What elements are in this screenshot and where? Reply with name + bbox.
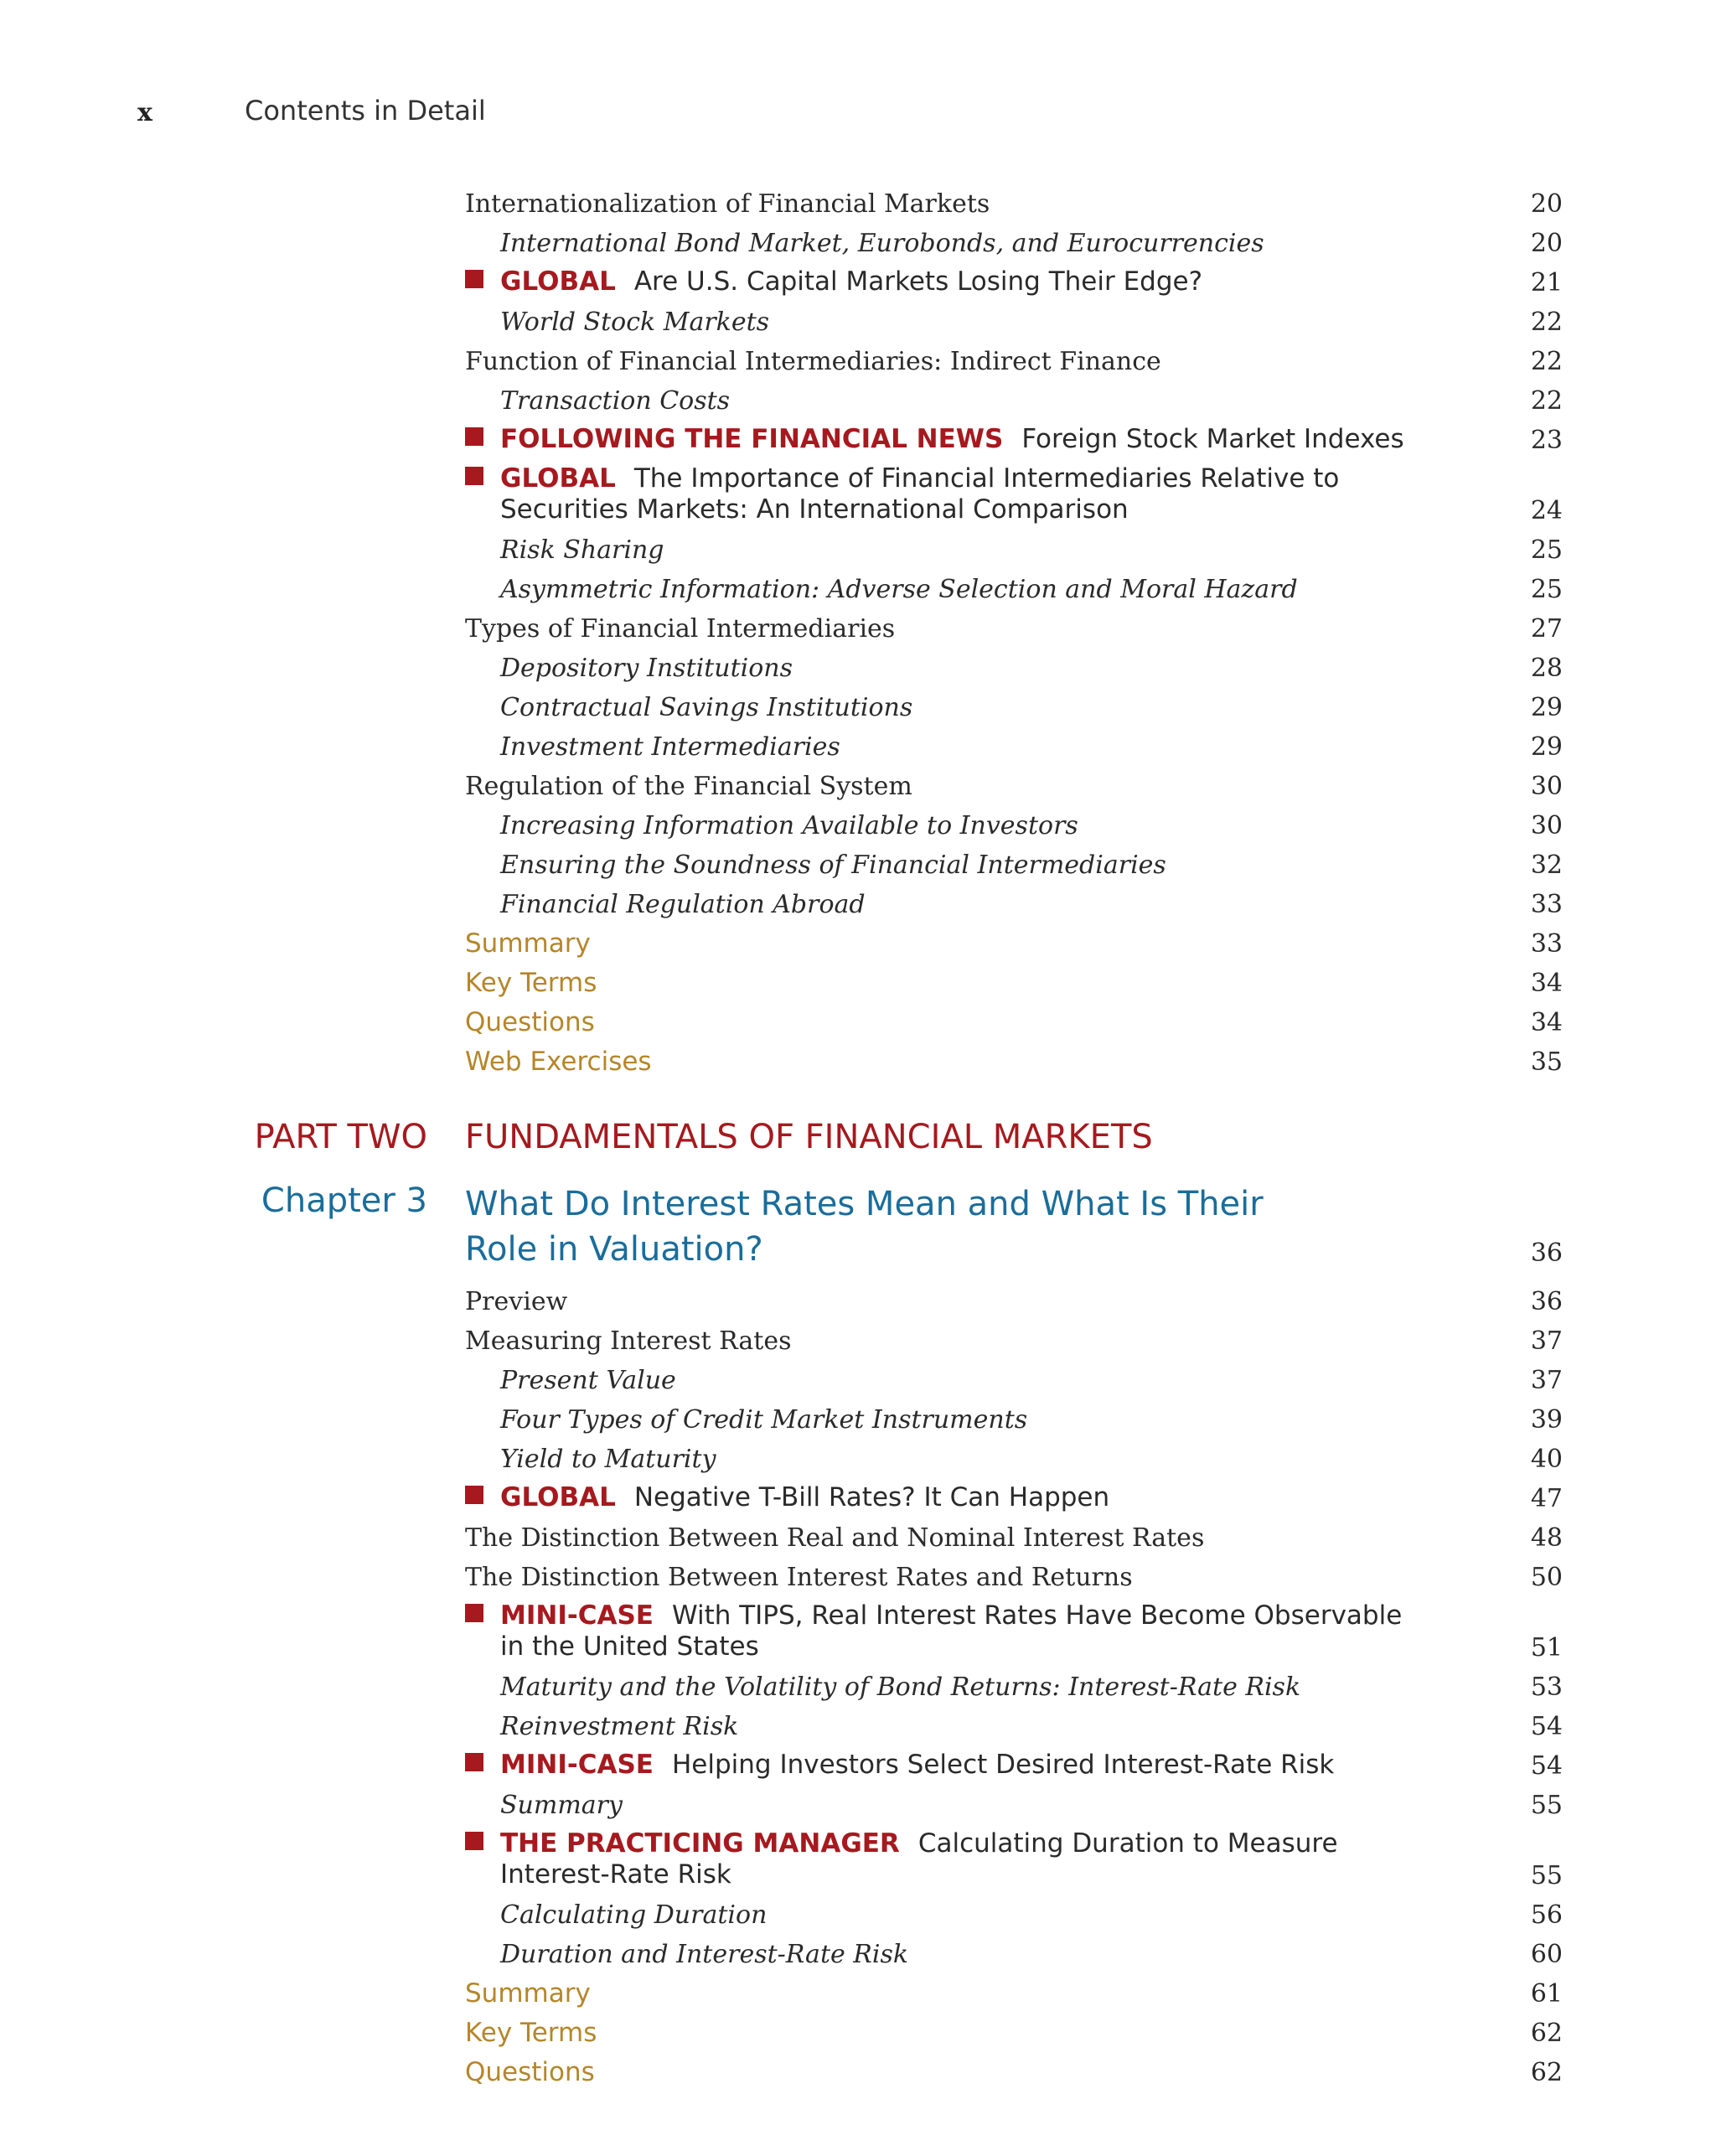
square-bullet-icon (465, 270, 483, 288)
page-number: 54 (1530, 1751, 1563, 1781)
toc-entry[interactable] (465, 381, 1563, 421)
entry-text: Present Value (500, 1366, 676, 1395)
page-number: 56 (1530, 1900, 1563, 1930)
chapter-title[interactable] (465, 1181, 1303, 1272)
page-number: 48 (1530, 1523, 1563, 1553)
entry-text: Types of Financial Intermediaries (465, 614, 896, 644)
end-matter-entry[interactable] (465, 2053, 1563, 2092)
page-number: 36 (1530, 1287, 1563, 1316)
toc-block-chapter-3 (465, 1282, 1563, 2092)
entry-text: Maturity and the Volatility of Bond Returns: Interest-Rate Risk (500, 1673, 1301, 1702)
page-number: 29 (1530, 732, 1563, 762)
entry-text: Ensuring the Soundness of Financial Intermediaries (500, 851, 1166, 880)
page-number: 20 (1530, 229, 1563, 258)
entry-text: Reinvestment Risk (500, 1712, 739, 1741)
toc-entry[interactable] (465, 184, 1563, 224)
entry-text: Summary (500, 1791, 623, 1820)
toc-entry[interactable] (465, 609, 1563, 649)
chapter-label: Chapter 3 (261, 1181, 427, 1220)
feature-tag: FOLLOWING THE FINANCIAL NEWS (500, 424, 1004, 454)
entry-text: Regulation of the Financial System (465, 772, 912, 801)
entry-text: Increasing Information Available to Investors (500, 811, 1078, 840)
toc-entry[interactable] (465, 1707, 1563, 1746)
toc-entry[interactable] (465, 570, 1563, 609)
boxed-feature-entry[interactable] (465, 1597, 1563, 1667)
page-number: 62 (1530, 2058, 1563, 2087)
entry-text: Web Exercises (465, 1047, 652, 1077)
toc-entry[interactable] (465, 224, 1563, 263)
chapter-title-line-1: What Do Interest Rates Mean and What Is Their (465, 1185, 1264, 1223)
entry-text: The Distinction Between Interest Rates and Returns (465, 1563, 1133, 1592)
entry-text: Questions (465, 1007, 595, 1037)
end-matter-entry[interactable] (465, 964, 1563, 1003)
entry-text: Depository Institutions (500, 654, 793, 683)
entry-text: Summary (465, 928, 591, 959)
toc-entry[interactable] (465, 1400, 1563, 1440)
entry-text: Calculating Duration (500, 1900, 768, 1930)
toc-entry[interactable] (465, 1667, 1563, 1707)
boxed-feature-entry[interactable] (465, 263, 1563, 302)
toc-entry[interactable] (465, 302, 1563, 342)
square-bullet-icon (465, 467, 483, 485)
page-number: 53 (1530, 1673, 1563, 1702)
page-number: 20 (1530, 189, 1563, 219)
entry-text (465, 1482, 1109, 1513)
page-number: 22 (1530, 308, 1563, 337)
entry-text (465, 1828, 1338, 1890)
feature-tag: GLOBAL (500, 1482, 616, 1512)
toc-entry[interactable] (465, 727, 1563, 767)
entry-text: Financial Regulation Abroad (500, 890, 866, 919)
toc-entry[interactable] (465, 688, 1563, 727)
feature-tag: MINI-CASE (500, 1600, 654, 1631)
entry-text (465, 1600, 1402, 1662)
page-number: 51 (1530, 1633, 1563, 1662)
page-number: 55 (1530, 1861, 1563, 1890)
feature-tag: THE PRACTICING MANAGER (500, 1828, 900, 1859)
square-bullet-icon (465, 427, 483, 446)
feature-title: With TIPS, Real Interest Rates Have Become Observable (671, 1600, 1403, 1631)
toc-entry[interactable] (465, 342, 1563, 381)
boxed-feature-entry[interactable] (465, 460, 1563, 530)
boxed-feature-entry[interactable] (465, 1746, 1563, 1786)
feature-tag: MINI-CASE (500, 1750, 654, 1780)
running-title: Contents in Detail (245, 95, 486, 127)
entry-text: Summary (465, 1978, 591, 2009)
page-number: 21 (1530, 268, 1563, 297)
chapter-heading (0, 1181, 1716, 1274)
toc-entry[interactable] (465, 845, 1563, 885)
part-title: FUNDAMENTALS OF FINANCIAL MARKETS (465, 1118, 1153, 1156)
page-number: 22 (1530, 347, 1563, 376)
toc-block-chapter-2 (465, 184, 1563, 1082)
page-number: 28 (1530, 654, 1563, 683)
entry-text: Key Terms (465, 2018, 597, 2048)
entry-text: Internationalization of Financial Markets (465, 189, 990, 219)
toc-entry[interactable] (465, 1282, 1563, 1321)
page-number: 23 (1530, 426, 1563, 455)
toc-entry[interactable] (465, 1558, 1563, 1597)
toc-entry[interactable] (465, 1786, 1563, 1825)
entry-text: International Bond Market, Eurobonds, and Eurocurrencies (500, 229, 1264, 258)
page-number: 35 (1530, 1047, 1563, 1077)
page-number: 60 (1530, 1940, 1563, 1969)
page-number: 29 (1530, 693, 1563, 722)
toc-entry[interactable] (465, 1361, 1563, 1400)
feature-title: Are U.S. Capital Markets Losing Their Edge? (633, 266, 1203, 297)
page-number: 24 (1530, 496, 1563, 525)
feature-title: The Importance of Financial Intermediaries Relative to (633, 463, 1340, 494)
chapter-title-line-2: Role in Valuation? (465, 1230, 763, 1269)
entry-text: Questions (465, 2057, 595, 2087)
page-number: 50 (1530, 1563, 1563, 1592)
entry-text: Yield to Maturity (500, 1445, 716, 1474)
feature-title-continuation: Interest-Rate Risk (500, 1859, 731, 1890)
page-number: 62 (1530, 2019, 1563, 2048)
page-folio: x (137, 98, 152, 127)
entry-text (465, 424, 1404, 455)
end-matter-entry[interactable] (465, 1974, 1563, 2014)
page-number: 30 (1530, 811, 1563, 840)
page-number: 37 (1530, 1326, 1563, 1356)
toc-entry[interactable] (465, 1321, 1563, 1361)
page-number: 39 (1530, 1405, 1563, 1435)
boxed-feature-entry[interactable] (465, 421, 1563, 460)
entry-text: Investment Intermediaries (500, 732, 840, 762)
entry-text: Key Terms (465, 968, 597, 998)
feature-title-continuation: Securities Markets: An International Comparison (500, 494, 1129, 525)
feature-title-continuation: in the United States (500, 1631, 759, 1662)
toc-entry[interactable] (465, 1935, 1563, 1974)
entry-text: World Stock Markets (500, 308, 770, 337)
entry-text: Function of Financial Intermediaries: Indirect Finance (465, 347, 1161, 376)
entry-text: Four Types of Credit Market Instruments (500, 1405, 1028, 1435)
boxed-feature-entry[interactable] (465, 1825, 1563, 1895)
entry-text (465, 1750, 1334, 1781)
entry-text: Risk Sharing (500, 535, 664, 565)
page-number: 54 (1530, 1712, 1563, 1741)
page-number: 25 (1530, 575, 1563, 604)
end-matter-entry[interactable] (465, 1003, 1563, 1042)
entry-text: Measuring Interest Rates (465, 1326, 792, 1356)
feature-title: Calculating Duration to Measure (917, 1828, 1338, 1859)
end-matter-entry[interactable] (465, 2014, 1563, 2053)
feature-title: Negative T-Bill Rates? It Can Happen (633, 1482, 1110, 1512)
part-label: PART TWO (254, 1118, 427, 1156)
entry-text: The Distinction Between Real and Nominal Interest Rates (465, 1523, 1205, 1553)
end-matter-entry[interactable] (465, 924, 1563, 964)
entry-text (465, 266, 1202, 297)
feature-tag: GLOBAL (500, 463, 616, 494)
page-number: 32 (1530, 851, 1563, 880)
page-number: 34 (1530, 969, 1563, 998)
page-number: 47 (1530, 1484, 1563, 1513)
feature-title: Foreign Stock Market Indexes (1021, 424, 1404, 454)
toc-entry[interactable] (465, 806, 1563, 845)
page-number: 40 (1530, 1445, 1563, 1474)
square-bullet-icon (465, 1486, 483, 1504)
page-number: 22 (1530, 386, 1563, 416)
part-heading (0, 1118, 1716, 1168)
toc-entry[interactable] (465, 530, 1563, 570)
toc-entry[interactable] (465, 649, 1563, 688)
page-number: 37 (1530, 1366, 1563, 1395)
boxed-feature-entry[interactable] (465, 1479, 1563, 1518)
page-number: 33 (1530, 929, 1563, 959)
toc-entry[interactable] (465, 767, 1563, 806)
entry-text: Preview (465, 1287, 568, 1316)
entry-text: Asymmetric Information: Adverse Selection and Moral Hazard (500, 575, 1298, 604)
toc-entry[interactable] (465, 1518, 1563, 1558)
page-number: 30 (1530, 772, 1563, 801)
page-number: 34 (1530, 1008, 1563, 1037)
chapter-page-number: 36 (1530, 1238, 1563, 1268)
entry-text: Duration and Interest-Rate Risk (500, 1940, 909, 1969)
page-number: 25 (1530, 535, 1563, 565)
toc-entry[interactable] (465, 885, 1563, 924)
toc-entry[interactable] (465, 1895, 1563, 1935)
end-matter-entry[interactable] (465, 1042, 1563, 1082)
toc-entry[interactable] (465, 1440, 1563, 1479)
square-bullet-icon (465, 1604, 483, 1622)
square-bullet-icon (465, 1753, 483, 1771)
page-number: 27 (1530, 614, 1563, 644)
page-number: 33 (1530, 890, 1563, 919)
entry-text: Contractual Savings Institutions (500, 693, 913, 722)
entry-text (465, 463, 1339, 525)
entry-text: Transaction Costs (500, 386, 731, 416)
page-number: 55 (1530, 1791, 1563, 1820)
feature-title: Helping Investors Select Desired Interest-Rate Risk (671, 1750, 1335, 1780)
square-bullet-icon (465, 1832, 483, 1850)
page-number: 61 (1530, 1979, 1563, 2009)
feature-tag: GLOBAL (500, 266, 616, 297)
